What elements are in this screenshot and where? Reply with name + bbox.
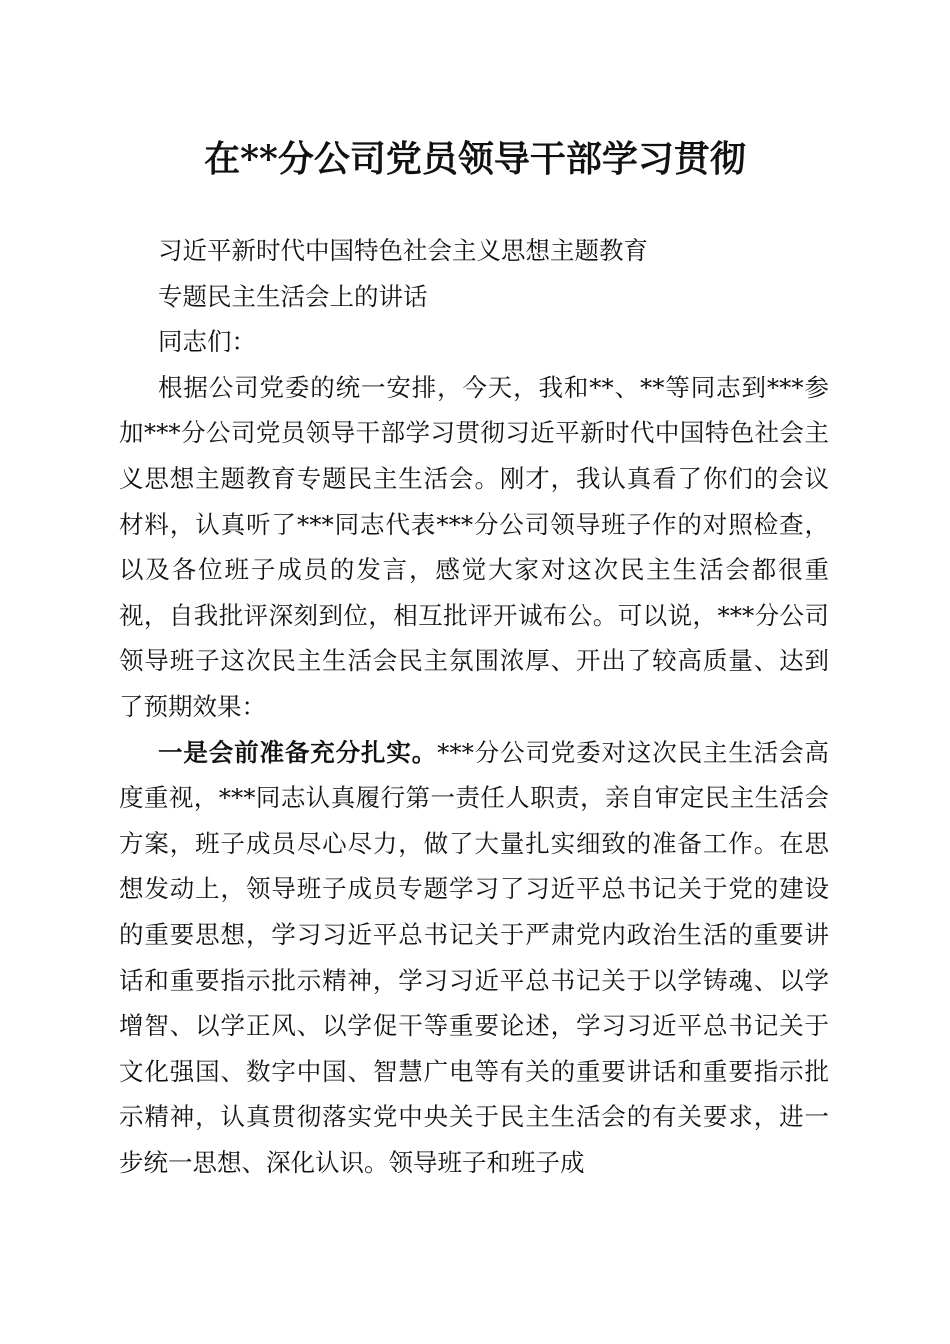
paragraph-2-body: ***分公司党委对这次民主生活会高度重视，***同志认真履行第一责任人职责，亲自审定民主生活会方案，班子成员尽心尽力，做了大量扎实细致的准备工作。在思想发动上，领导班子成员专题学习了习近平总书记关于党的建设的重要思想，学习习近平总书记关于严肃党内政治生活的重要讲话和重要指示批示精神，学习习近平总书记关于以学铸魂、以学增智、以学正风、以学促干等重要论述，学习习近平总书记关于文化强国、数字中国、智慧广电等有关的重要讲话和重要指示批示精神，认真贯彻落实党中央关于民主生活会的有关要求，进一步统一思想、深化认识。领导班子和班子成 [119,737,830,1177]
paragraph-2 [119,730,829,1186]
document-title: 在**分公司党员领导干部学习贯彻 [204,138,746,180]
subtitle-line-1: 习近平新时代中国特色社会主义思想主题教育 [158,236,648,265]
document-body [119,228,829,1185]
subtitle-line-2: 专题民主生活会上的讲话 [158,281,428,311]
salutation: 同志们： [158,327,256,357]
paragraph-1: 根据公司党委的统一安排，今天，我和**、**等同志到***参加***分公司党员领导干部学习贯彻习近平新时代中国特色社会主义思想主题教育专题民主生活会。刚才，我认真看了你们的会议材料，认真听了***同志代表***分公司领导班子作的对照检查，以及各位班子成员的发言，感觉大家对这次民主生活会都很重视，自我批评深刻到位，相互批评开诚布公。可以说，***分公司领导班子这次民主生活会民主氛围浓厚、开出了较高质量、达到了预期效果： [119,372,829,721]
paragraph-2-lead: 一是会前准备充分扎实。 [158,737,438,767]
